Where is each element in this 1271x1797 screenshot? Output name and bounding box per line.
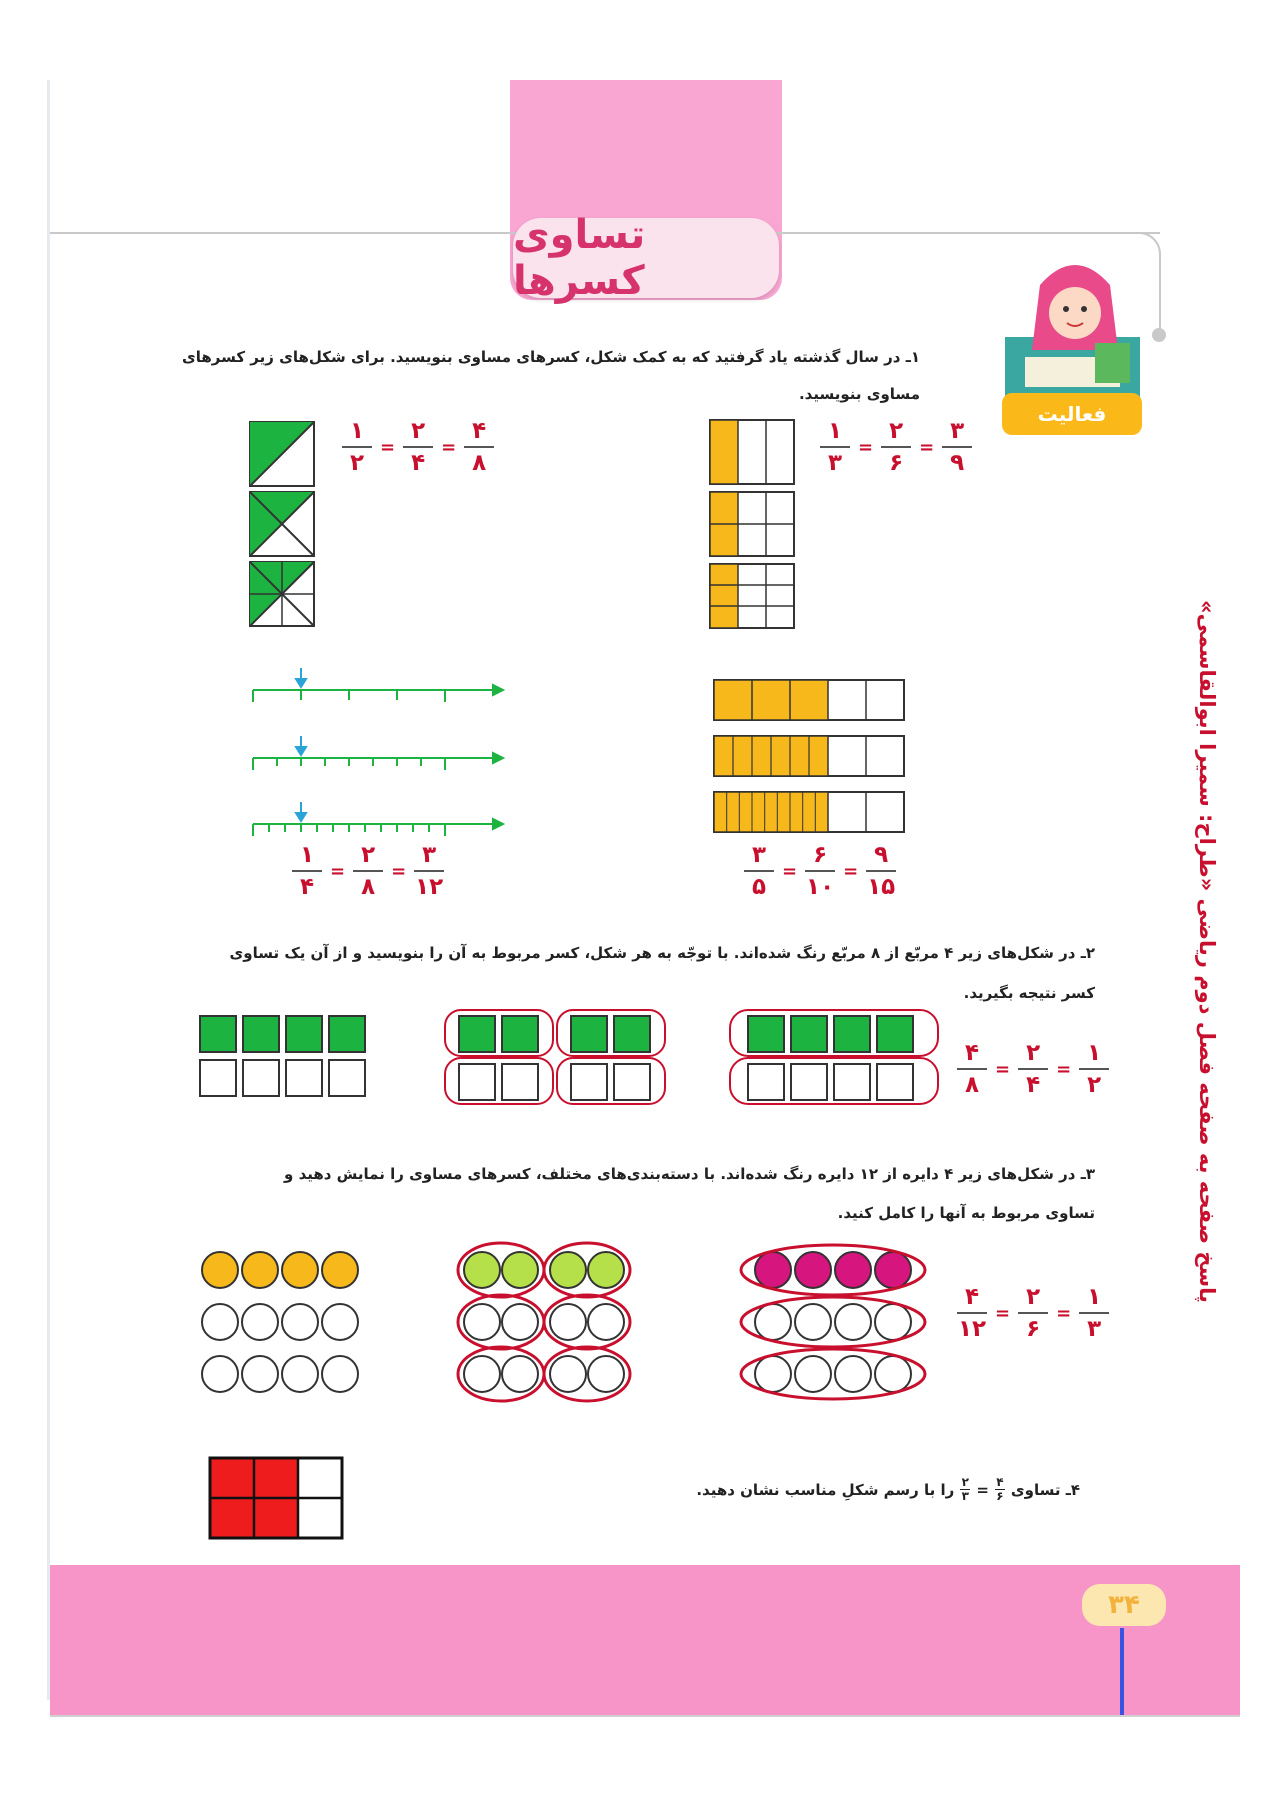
fraction: ۲ ۸ [351,842,385,900]
fraction: ۴ ۸ [955,1040,989,1098]
fraction: ۱ ۲ [1077,1040,1111,1098]
footer-rule [50,1715,1240,1717]
fraction: ۴ ۸ [462,418,496,476]
fraction: ۲ ۴ [1016,1040,1050,1098]
title-pill [513,212,779,304]
answer-triangles: ۱ ۲ = ۲ ۴ = ۴ ۸ [340,418,496,476]
fraction: ۳ ۹ [940,418,974,476]
question-2-line-1: ۲ـ در شکل‌های زیر ۴ مربّع از ۸ مربّع رنگ شده‌اند. با توجّه به هر شکل، کسر مربوط به آن را بنویسید و از آن یک تساوی [229,944,1095,962]
answer-squares: ۴ ۸ = ۲ ۴ = ۱ ۲ [955,1040,1111,1098]
answer-number-lines: ۱ ۴ = ۲ ۸ = ۳ ۱۲ [290,842,446,900]
side-credit-note: پاسخ صفحه به صفحه فصل دوم ریاضی «طراح: سمیرا ابوالقاسمی» [1195,600,1219,1303]
answer-circles: ۴ ۱۲ = ۲ ۶ = ۱ ۳ [955,1284,1111,1342]
page-number: ۳۴ [1108,1590,1140,1620]
question-3-line-1: ۳ـ در شکل‌های زیر ۴ دایره از ۱۲ دایره رنگ شده‌اند. با دسته‌بندی‌های مختلف، کسرهای مساوی را نمایش دهید و [284,1165,1095,1183]
circles-groups [190,1238,955,1418]
page-number-pill [1082,1584,1166,1626]
question-1-line-1: ۱ـ در سال گذشته یاد گرفتید که به کمک شکل، کسرهای مساوی بنویسید. برای شکل‌های زیر کسرهای [181,348,920,366]
red-rectangle-drawing [208,1456,346,1544]
fraction: ۲ ۶ [879,418,913,476]
yellow-fifth-bars [712,678,912,838]
triangle-squares [248,420,318,630]
fraction: ۳ ۵ [742,842,776,900]
question-3-line-2: تساوی مربوط به آنها را کامل کنید. [837,1204,1095,1222]
answer-bars: ۳ ۵ = ۶ ۱۰ = ۹ ۱۵ [742,842,898,900]
fraction: ۶ ۱۰ [806,842,835,900]
fraction: ۱ ۲ [340,418,374,476]
fraction: ۲ ۴ [401,418,435,476]
fraction: ۴ ۶ [996,1475,1004,1503]
activity-label: فعالیت [1002,393,1142,435]
yellow-thirds-rects [708,418,798,630]
footer-band [50,1565,1240,1715]
page-title: تساوی کسرها [513,212,646,304]
fraction: ۳ ۱۲ [415,842,444,900]
page-edge [47,80,50,1700]
question-4: ۴ـ تساوی ۴ ۶ = ۲ ۳ را با رسم شکلِ مناسب نشان دهید. [696,1475,1080,1503]
answer-yellow-rects: ۱ ۳ = ۲ ۶ = ۳ ۹ [818,418,974,476]
fraction: ۹ ۱۵ [867,842,896,900]
header-rule-dot [1152,328,1166,342]
fraction: ۱ ۳ [818,418,852,476]
question-1-line-2: مساوی بنویسید. [798,385,920,403]
fraction: ۱ ۴ [290,842,324,900]
question-2-line-2: کسر نتیجه بگیرید. [963,984,1095,1002]
fraction: ۴ ۱۲ [957,1284,987,1342]
number-lines [245,660,515,850]
squares-groups [195,1008,955,1118]
activity-badge [1000,255,1145,440]
fraction: ۲ ۶ [1016,1284,1050,1342]
footer-blue-marker [1120,1628,1124,1715]
fraction: ۱ ۳ [1077,1284,1111,1342]
fraction: ۲ ۳ [961,1475,969,1503]
